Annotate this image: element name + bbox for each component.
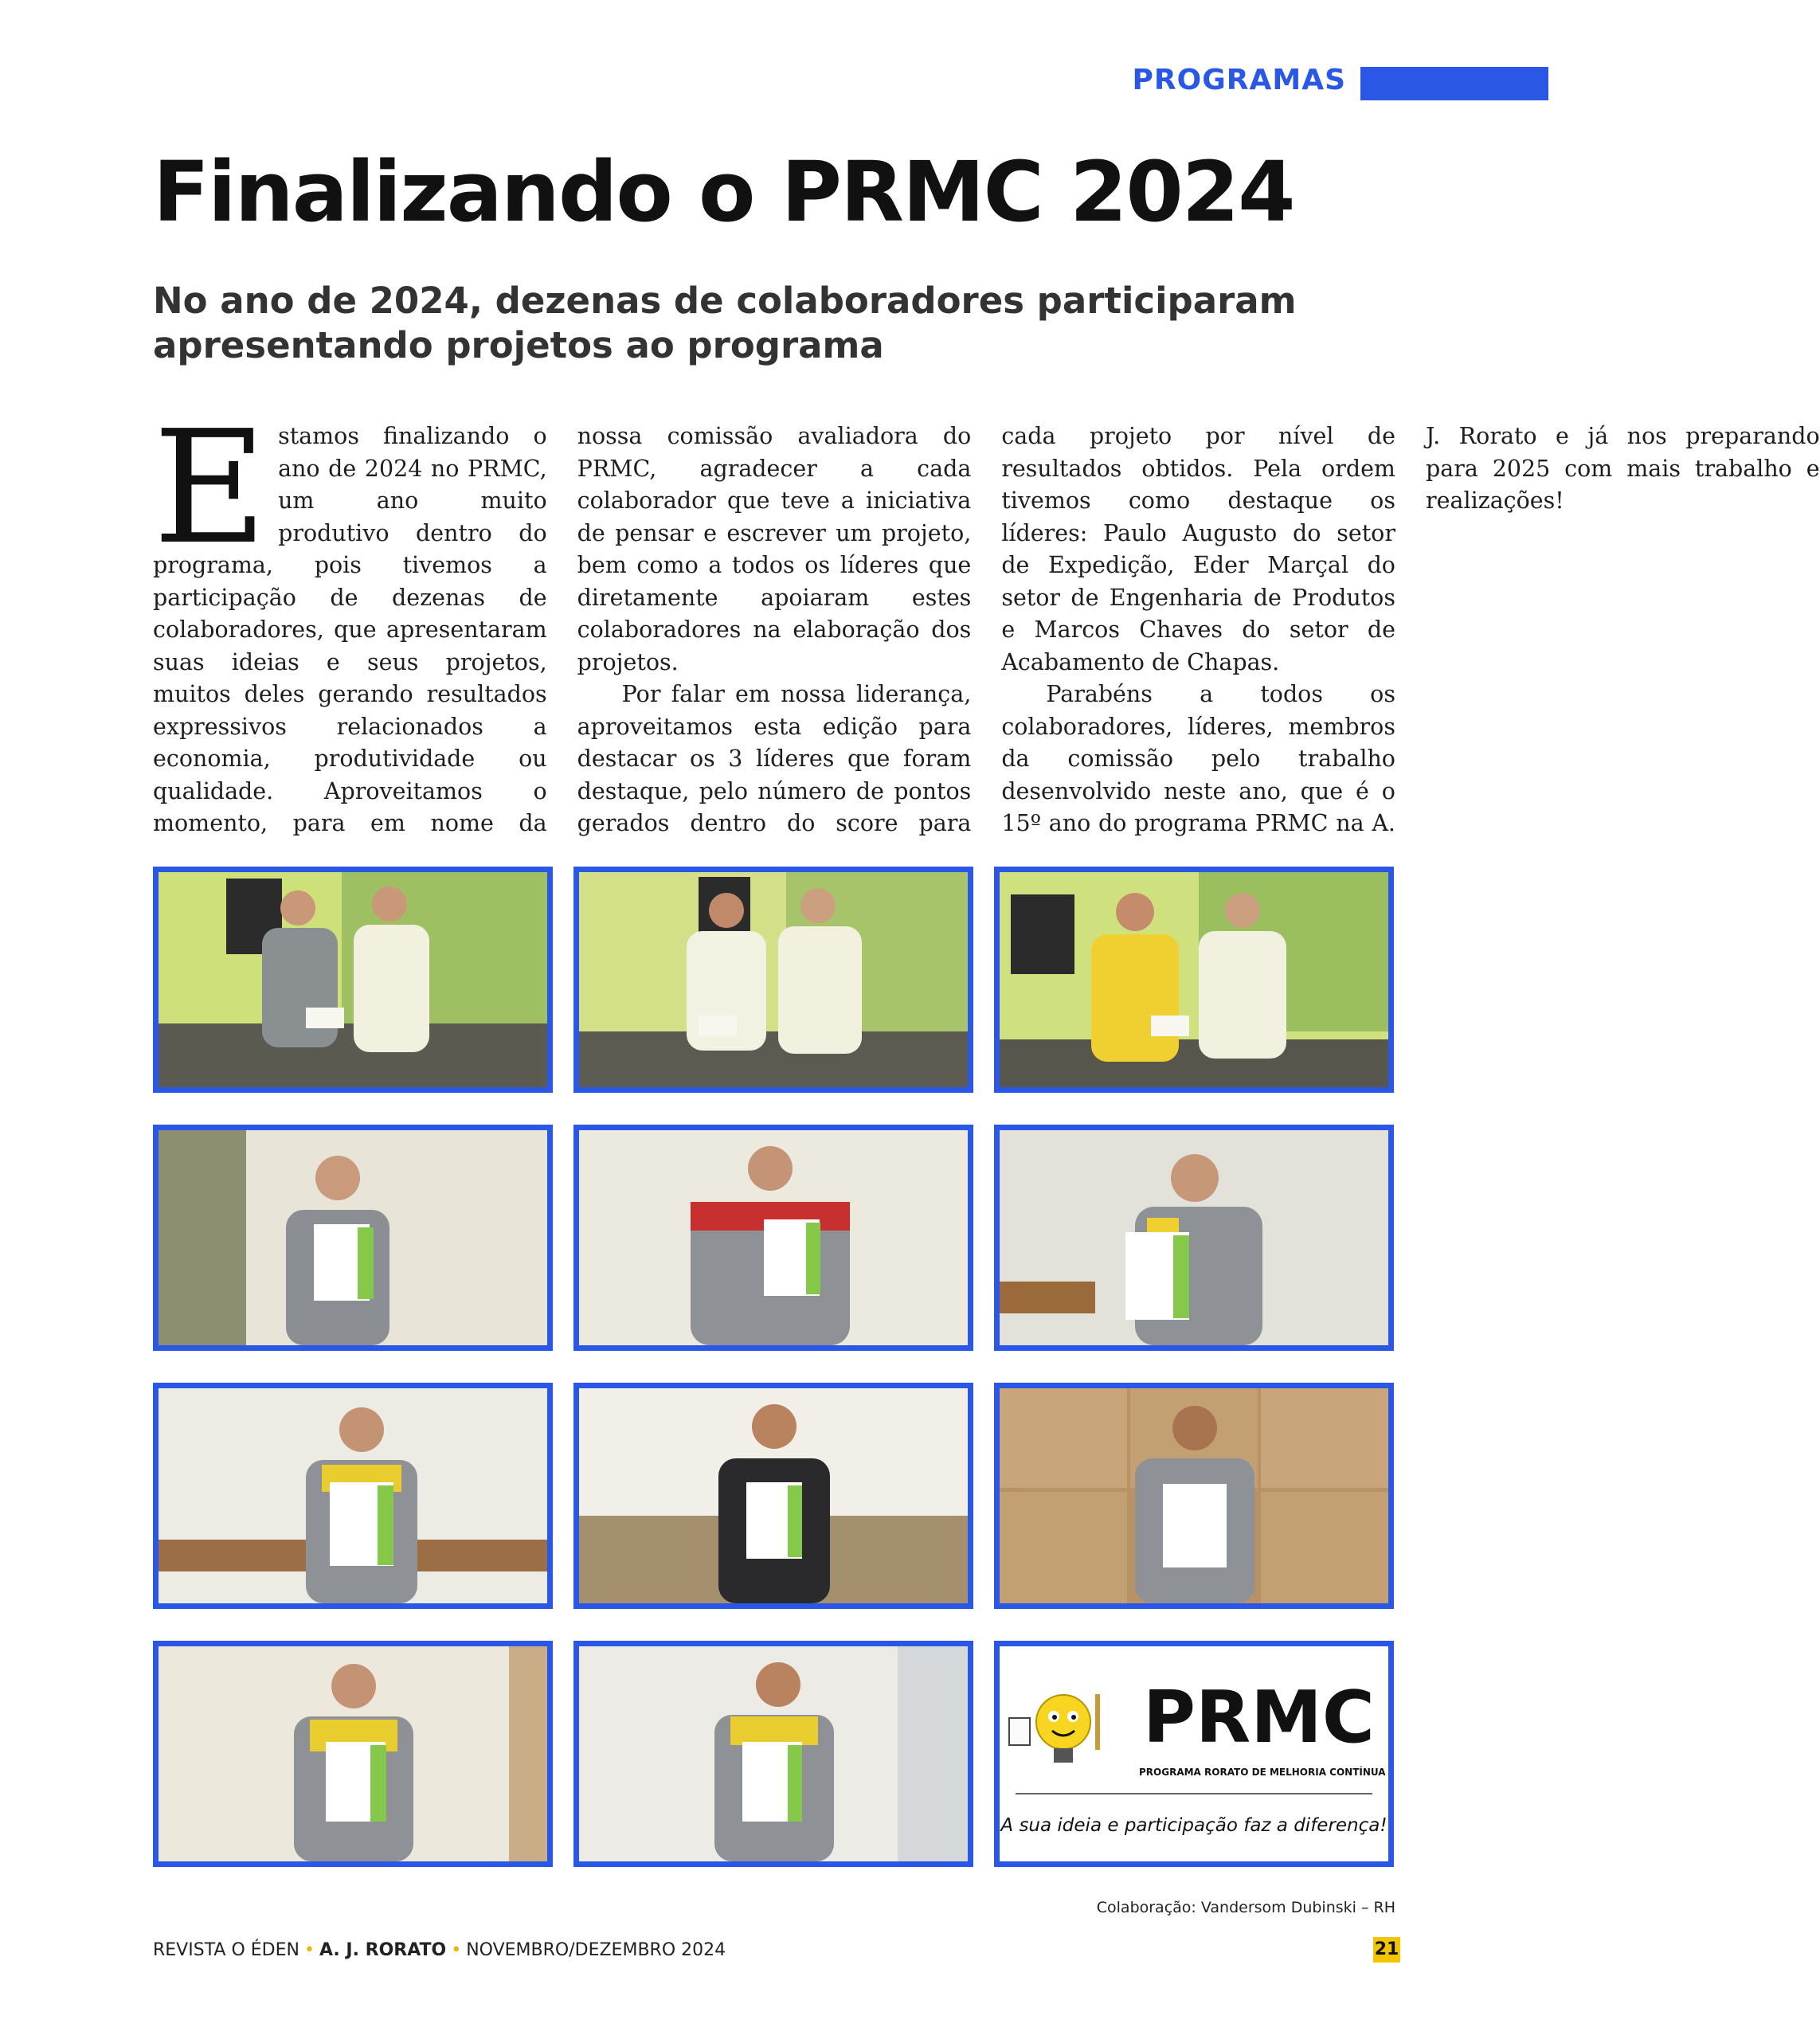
- page-number: 21: [1373, 1937, 1400, 1963]
- collaborator-photo-image: [1000, 1388, 1388, 1603]
- photo-leader-3: [994, 867, 1394, 1093]
- footer-separator: •: [303, 1940, 315, 1960]
- collaborator-photo-image: [579, 1130, 968, 1345]
- section-label: PROGRAMAS: [1132, 64, 1346, 96]
- photo-collaborator-2: [573, 1125, 973, 1351]
- leader-photo-image: [1000, 872, 1388, 1087]
- article-subtitle: No ano de 2024, dezenas de colaboradores participaram apresentando projetos ao programa: [153, 280, 1297, 366]
- logo-slogan: A sua ideia e participação faz a diferença!: [1000, 1815, 1388, 1836]
- photo-collaborator-8: [573, 1641, 973, 1867]
- photo-collaborator-5: [573, 1383, 973, 1609]
- photo-collaborator-1: [153, 1125, 553, 1351]
- logo-name: PRMC: [1143, 1676, 1375, 1759]
- collaborator-photo-image: [159, 1130, 547, 1345]
- paragraph-1-text: stamos finalizando o ano de 2024 no PRMC, um ano muito produtivo dentro do programa, pois tivemos a participação de dezenas de colaboradores, que apresentaram suas ideias e seus projetos, muitos deles gerando resultados expressivos relacionados a economia, produtividade ou qualidade. Aproveitamos o momento, para em nome da nossa comissão avaliadora do PRMC, agradecer a cada colaborador que teve a iniciativa de pensar e escrever um projeto, bem como a todos os líderes que diretamente apoiaram estes colaboradores na elaboração dos projetos.: [153, 423, 972, 836]
- article-title: Finalizando o PRMC 2024: [153, 143, 1294, 241]
- footer-edition: NOVEMBRO/DEZEMBRO 2024: [466, 1940, 726, 1960]
- drop-cap: E: [153, 397, 268, 579]
- photo-collaborator-4: [153, 1383, 553, 1609]
- leader-photo-image: [159, 872, 547, 1087]
- page-footer: [153, 1940, 726, 1960]
- footer-company: A. J. RORATO: [319, 1940, 447, 1960]
- paragraph-2: Por falar em nossa liderança, aproveitamos esta edição para destacar os 3 líderes que foram destaque, pelo número de pontos gerados dentro do score para cada projeto por nível de resultados obtidos. Pela ordem tivemos como destaque os líderes: Paulo Augusto do setor de Expedição, Eder Marçal do setor de Engenharia de Produtos e Marcos Chaves do setor de Acabamento de Chapas.: [577, 423, 1395, 836]
- footer-separator: •: [451, 1940, 462, 1960]
- photo-leader-1: [153, 867, 553, 1093]
- collaborator-photo-image: [159, 1388, 547, 1603]
- collaborator-photo-image: [1000, 1130, 1388, 1345]
- photo-leader-2: [573, 867, 973, 1093]
- photo-collaborator-3: [994, 1125, 1394, 1351]
- leader-photo-image: [579, 872, 968, 1087]
- collaborator-photo-image: [579, 1388, 968, 1603]
- paragraph-3: Parabéns a todos os colaboradores, líderes, membros da comissão pelo trabalho desenvolvido neste ano, que é o 15º ano do programa PRMC na A. J. Rorato e já nos preparando para 2025 com mais trabalho e realizações!: [1001, 423, 1820, 836]
- photo-collaborator-6: [994, 1383, 1394, 1609]
- collaborator-photo-image: [159, 1646, 547, 1861]
- prmc-logo: [1000, 1646, 1388, 1861]
- logo-tagline: PROGRAMA RORATO DE MELHORIA CONTÍNUA: [1139, 1767, 1386, 1778]
- article-body: [153, 397, 1820, 843]
- section-bar: [1360, 67, 1548, 100]
- footer-magazine: REVISTA O ÉDEN: [153, 1940, 299, 1960]
- collaborator-photo-image: [579, 1646, 968, 1861]
- prmc-logo-box: [994, 1641, 1394, 1867]
- credit-line: Colaboração: Vandersom Dubinski – RH: [1096, 1899, 1395, 1916]
- photo-collaborator-7: [153, 1641, 553, 1867]
